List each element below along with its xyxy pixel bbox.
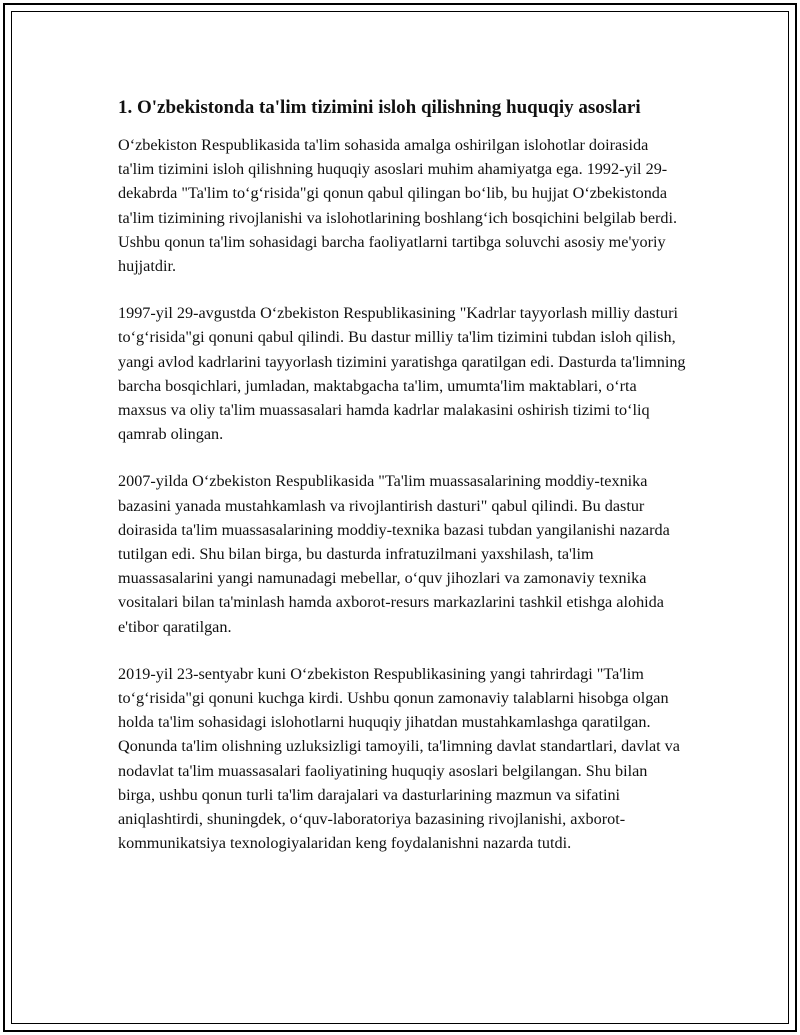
document-body (118, 95, 688, 878)
paragraph-1997-program: 1997-yil 29-avgustda O‘zbekiston Respublikasining "Kadrlar tayyorlash milliy dasturi to‘g‘risida"gi qonuni qabul qilindi. Bu dastur milliy ta'lim tizimini tubdan isloh qilish, yangi avlod kadrlarini tayyorlash tizimini yaratishga qaratilgan edi. Dasturda ta'limning barcha bosqichlari, jumladan, maktabgacha ta'lim, umumta'lim maktablari, o‘rta maxsus va oliy ta'lim muassasalari hamda kadrlar malakasini oshirish tizimi to‘liq qamrab olingan. (118, 304, 686, 444)
paragraph-2007-program: 2007-yilda O‘zbekiston Respublikasida "Ta'lim muassasalarining moddiy-texnika bazasini yanada mustahkamlash va rivojlantirish dasturi" qabul qilindi. Bu dastur doirasida ta'lim muassasalarining moddiy-texnika bazasi tubdan yangilanishi nazarda tutilgan edi. Shu bilan birga, bu dasturda infratuzilmani yaxshilash, ta'lim muassasalarini yangi namunadagi mebellar, o‘quv jihozlari va zamonaviy texnika vositalari bilan ta'minlash hamda axborot-resurs markazlarini tashkil etishga alohida e'tibor qaratilgan. (118, 472, 670, 636)
paragraph-2019-law: 2019-yil 23-sentyabr kuni O‘zbekiston Respublikasining yangi tahrirdagi "Ta'lim to‘g‘risida"gi qonuni kuchga kirdi. Ushbu qonun zamonaviy talablarni hisobga olgan holda ta'lim sohasidagi islohotlarni huquqiy jihatdan mustahkamlashga qaratilgan. Qonunda ta'lim olishning uzluksizligi tamoyili, ta'limning davlat standartlari, davlat va nodavlat ta'lim muassasalari faoliyatining huquqiy asoslari belgilangan. Shu bilan birga, ushbu qonun turli ta'lim darajalari va dasturlarining mazmun va sifatini aniqlashtirdi, shuningdek, o‘quv-laboratoriya bazasining rivojlanishi, axborot-kommunikatsiya texnologiyalaridan keng foydalanishni nazarda tutdi. (118, 664, 680, 853)
section-heading: 1. O'zbekistonda ta'lim tizimini isloh qilishning huquqiy asoslari (118, 97, 641, 118)
paragraph-1992-law: O‘zbekiston Respublikasida ta'lim sohasida amalga oshirilgan islohotlar doirasida ta'lim tizimini isloh qilishning huquqiy asoslari muhim ahamiyatga ega. 1992-yil 29-dekabrda "Ta'lim to‘g‘risida"gi qonun qabul qilingan bo‘lib, bu hujjat O‘zbekistonda ta'lim tizimining rivojlanishi va islohotlarining boshlang‘ich bosqichini belgilab berdi. Ushbu qonun ta'lim sohasidagi barcha faoliyatlarni tartibga soluvchi asosiy me'yoriy hujjatdir. (118, 136, 678, 276)
